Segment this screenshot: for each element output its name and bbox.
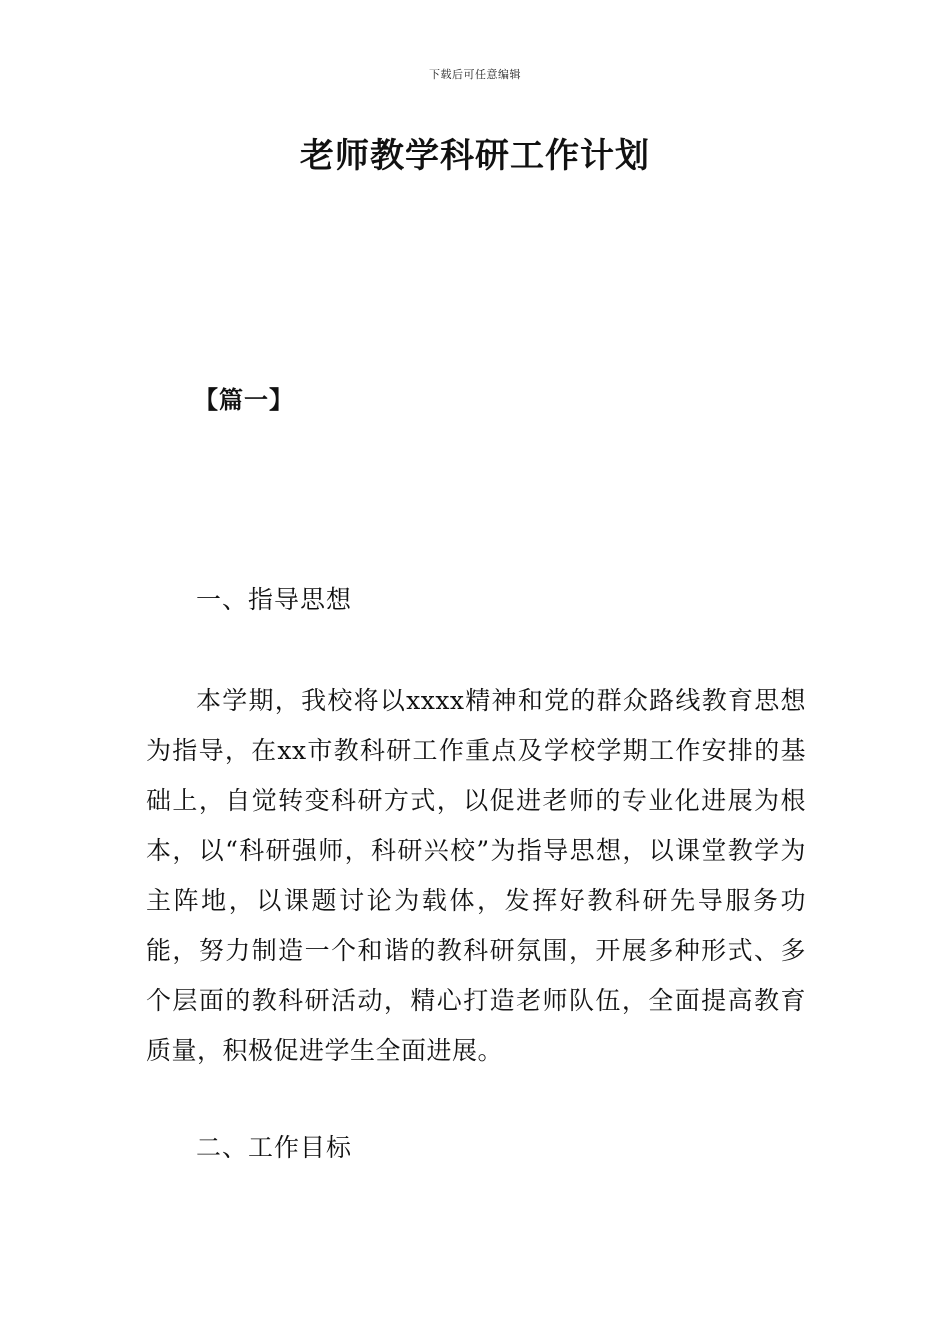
section-heading-guiding-thought: 一、指导思想 — [196, 585, 353, 614]
header-note: 下载后可任意编辑 — [429, 68, 521, 81]
document-title: 老师教学科研工作计划 — [300, 136, 650, 176]
body-paragraph: 本学期，我校将以xxxx精神和党的群众路线教育思想为指导，在xx市教科研工作重点及学校学期工作安排的基础上，自觉转变科研方式，以促进老师的专业化进展为根本，以“科研强师，科研兴校”为指导思想，以课堂教学为主阵地，以课题讨论为载体，发挥好教科研先导服务功能，努力制造一个和谐的教科研氛围，开展多种形式、多个层面的教科研活动，精心打造老师队伍，全面提高教育质量，积极促进学生全面进展。 — [146, 686, 806, 1065]
section-tag: 【篇一】 — [194, 386, 294, 414]
section-heading-work-goals: 二、工作目标 — [196, 1133, 353, 1162]
